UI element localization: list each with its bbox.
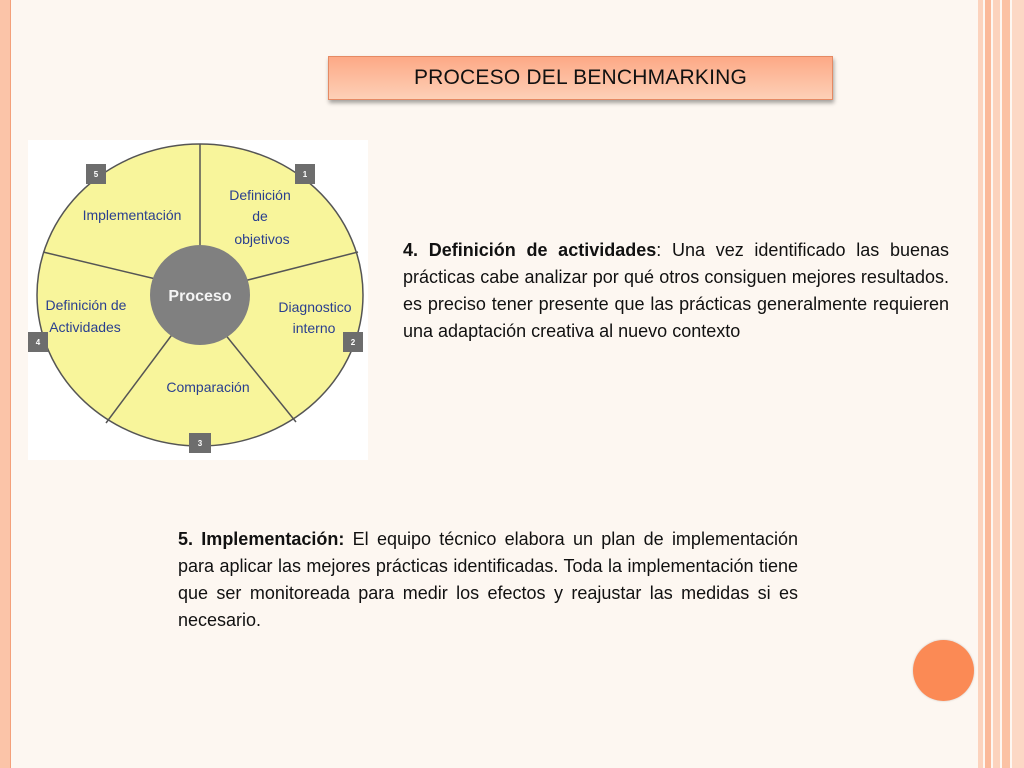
segment-number: 1 <box>302 170 308 179</box>
paragraph-body: El equipo técnico elabora un plan de implementación para aplicar las mejores prácticas identificadas. Toda la implementación tiene que ser monitoreada para medir los efectos y reajustar las medidas si es necesario. <box>178 529 798 630</box>
paragraph-heading: 5. Implementación: <box>178 529 345 549</box>
segment-label: Definición <box>229 187 291 203</box>
process-wheel-diagram <box>28 140 368 460</box>
paragraph-implementacion <box>178 526 798 634</box>
segment-label: Diagnostico <box>278 299 352 315</box>
paragraph-definicion-actividades <box>403 237 949 345</box>
segment-label: Comparación <box>166 379 250 395</box>
segment-number: 3 <box>197 439 203 448</box>
segment-label: de <box>252 208 268 224</box>
left-border-decoration <box>0 0 11 768</box>
segment-label: Implementación <box>82 207 182 223</box>
right-stripe-decoration <box>978 0 983 768</box>
segment-number: 5 <box>93 170 99 179</box>
paragraph-body: : Una vez identificado las buenas prácticas cabe analizar por qué otros consiguen mejores resultados. es preciso tener presente que las prácticas generalmente requieren una adaptación creativa al nuevo contexto <box>403 240 949 341</box>
right-stripe-decoration <box>993 0 1000 768</box>
segment-number: 4 <box>35 338 41 347</box>
decorative-orange-circle <box>913 640 974 701</box>
segment-label: Actividades <box>49 319 121 335</box>
segment-label: Definición de <box>45 297 127 313</box>
right-stripe-decoration <box>985 0 991 768</box>
center-label: Proceso <box>168 288 232 305</box>
segment-number: 2 <box>350 338 356 347</box>
segment-label: interno <box>292 320 336 336</box>
slide-title: PROCESO DEL BENCHMARKING <box>328 56 833 100</box>
paragraph-heading: 4. Definición de actividades <box>403 240 657 260</box>
right-stripe-decoration <box>1012 0 1024 768</box>
segment-label: objetivos <box>234 231 290 247</box>
right-stripe-decoration <box>1002 0 1010 768</box>
